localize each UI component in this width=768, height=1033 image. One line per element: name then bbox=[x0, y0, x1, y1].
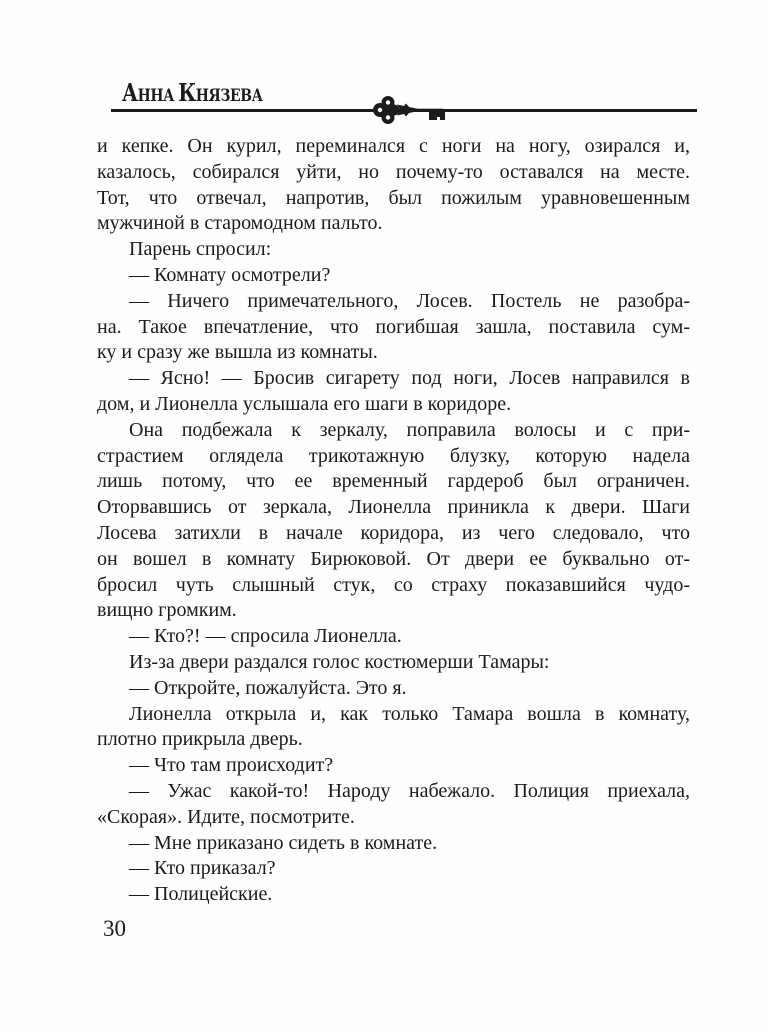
text-line: — Откройте, пожалуйста. Это я. bbox=[129, 676, 407, 699]
page-number: 30 bbox=[103, 916, 126, 941]
text-line: казалось, собирался уйти, но почему-то оставался на месте. bbox=[97, 160, 690, 183]
text-line: Лосева затихли в начале коридора, из чего следовало, что bbox=[97, 521, 690, 544]
author-initial: А bbox=[122, 78, 138, 107]
text-line: ку и сразу же вышла из комнаты. bbox=[97, 341, 378, 364]
author-name bbox=[122, 78, 263, 107]
text-line: плотно прикрыла дверь. bbox=[97, 728, 303, 751]
text-line: — Мне приказано сидеть в комнате. bbox=[129, 831, 438, 854]
text-line: на. Такое впечатление, что погибшая зашла, поставила сум- bbox=[97, 315, 690, 338]
text-line: — Ясно! — Бросив сигарету под ноги, Лосев направился в bbox=[129, 367, 690, 390]
text-line: Парень спросил: bbox=[129, 238, 272, 261]
text-line: мужчиной в старомодном пальто. bbox=[97, 212, 383, 235]
text-line: — Кто?! — спросила Лионелла. bbox=[129, 625, 402, 648]
text-line: Тот, что отвечал, напротив, был пожилым уравновешенным bbox=[97, 186, 690, 209]
author-surname: НЯЗЕВА bbox=[195, 86, 263, 106]
text-line: Из-за двери раздался голос костюмерши Тамары: bbox=[129, 650, 550, 673]
text-line: — Ужас какой-то! Народу набежало. Полиция приехала, bbox=[129, 779, 690, 802]
text-line: — Ничего примечательного, Лосев. Постель не разобра- bbox=[129, 289, 690, 312]
author-first-name: ННА bbox=[137, 86, 175, 106]
text-line: — Что там происходит? bbox=[129, 754, 334, 777]
text-line: бросил чуть слышный стук, со страху показавшийся чудо- bbox=[97, 573, 690, 596]
text-line: лишь потому, что ее временный гардероб был ограничен. bbox=[97, 470, 690, 493]
text-line: и кепке. Он курил, переминался с ноги на ногу, озирался и, bbox=[97, 135, 690, 157]
text-line: — Полицейские. bbox=[129, 883, 273, 906]
text-line: Оторвавшись от зеркала, Лионелла приникла к двери. Шаги bbox=[97, 496, 690, 519]
text-line: — Кто приказал? bbox=[129, 857, 276, 880]
text-line: Она подбежала к зеркалу, поправила волосы и с при- bbox=[129, 418, 690, 441]
text-line: — Комнату осмотрели? bbox=[129, 263, 331, 286]
text-line: вищно громким. bbox=[97, 599, 237, 622]
author-surname-initial: К bbox=[178, 78, 196, 107]
body-text bbox=[97, 134, 690, 908]
text-line: Лионелла открыла и, как только Тамара вошла в комнату, bbox=[129, 702, 690, 725]
text-line: он вошел в комнату Бирюковой. От двери ее буквально от- bbox=[97, 547, 690, 570]
text-line: страстием оглядела трикотажную блузку, которую надела bbox=[97, 444, 690, 467]
key-ornament-icon bbox=[371, 95, 451, 125]
text-line: «Скорая». Идите, посмотрите. bbox=[97, 805, 355, 828]
text-line: дом, и Лионелла услышала его шаги в коридоре. bbox=[97, 392, 512, 415]
